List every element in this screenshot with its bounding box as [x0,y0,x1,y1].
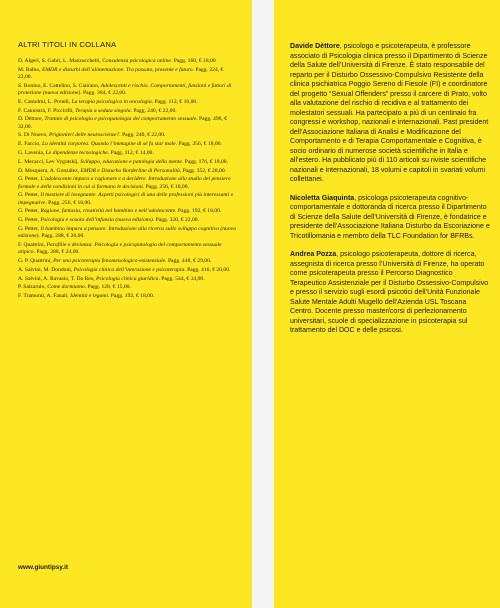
title-authors: G. P. Quattrini, [18,257,52,264]
title-entry: G. Petter, Psicologia e scuola dell’infanzia (nuova edizione). Pagg. 320, € 22,00. [18,217,199,224]
page-gutter [252,0,274,608]
title-authors: G. Lavenia, [18,149,45,156]
title-name: Sviluppo, educazione e patologia della mente [80,158,182,165]
title-authors: L. Mecacci, Lev Vygotskij. [18,158,79,165]
title-details: Pagg. 352, € 28,00. [182,167,227,174]
title-name: Identità e legami [70,293,108,300]
title-details: Pagg. 128, € 15,00. [87,284,131,291]
title-authors: D. Algeri, S. Gabri, L. Mazzucchelli, [18,58,101,64]
title-name: Psicologia clinica giuridica [95,275,159,282]
title-details: Pagg. 240, € 22,00. [122,132,166,139]
title-details: Pagg. 416, € 20,00. [187,266,231,273]
title-authors: A. Salvini, A. Ravasio, T. Da Ros, [18,275,95,282]
title-authors: E. Camolmi, L. Prendi, [18,98,71,105]
title-name: Psicologia clinica dell’interazione e psicoterapia [73,266,185,273]
series-heading: ALTRI TITOLI IN COLLANA [18,40,117,49]
title-entry: D. Algeri, S. Gabri, L. Mazzucchelli, Consulenza psicologica online. Pagg. 160, € 18,00 [18,58,216,64]
title-name: Consulenza psicologica online [102,58,171,64]
title-entry: F. Quattrini, Parafilie e devianza. Psicologia e psicopatologia del comportamento sessuale atipico. Pagg. 288, € 24,00. [18,241,222,256]
title-details: Pagg. 160, € 18,00 [173,58,216,64]
title-entry: S. Bonino, E. Cattelino, S. Ciairano, Adolescenti e rischio. Comportamenti, funzioni e fattori di protezione (nuova edizione). Pagg. 384, € 22,00. [18,82,232,96]
website-link[interactable]: www.giuntipsy.it [18,564,69,571]
title-authors: D. Mosquera, A. González, [18,167,80,174]
author-bio-text: , psicologo psicoterapeuta, dottore di ricerca, assegnista di ricerca presso l’Università di Firenze, ha operato come psicoterapeuta presso il Percorso Diagnostico Terapeutico Assistenziale per il Disturbo Ossessivo-Compulsivo e presso il servizio sugli esordi psicotici dell’Unità Funzionale Salute Mentale Adulti Mugello dell’Azienda USL Toscana Centro. Docente presso master/corsi di perfezionamento universitari, scuole di specializzazione in psicoterapia sul trattamento del DOC e delle psicosi. [290,251,489,334]
title-entry: G. Petter, Ragione, fantasia, creatività nel bambino e nell’adolescente. Pagg. 192, € 18,00. [18,208,222,215]
title-authors: P. Salzarulo, [18,284,46,291]
title-details: Pagg. 544, € 34,00. [161,275,205,282]
title-name: Terapia a seduta singola [75,107,131,114]
title-entry: F. Tramonti, A. Fanali, Identità e legami. Pagg. 192, € 18,00. [18,293,155,300]
title-name: Psicologia e scuola dell’infanzia (nuova edizione) [40,217,153,224]
title-authors: G. Petter, [18,225,40,232]
author-name: Nicoletta Giaquinta [290,194,355,202]
author-bio-text: , psicologo e psicoterapeuta, è professore associato di Psicologia clinica presso il Dipartimento di Scienze della Salute dell’Università di Firenze. È stato responsabile del reparto per il Disturbo Ossessivo-Compulsivo Resistente della clinica psichiatrica Poggio Sereno di Fiesole (FI) e coordinatore del progetto “Sexual Offenders” presso il carcere di Prato, volto alla valutazione del rischio di recidiva e al trattamento dei molestatori sessuali. Ha partecipato a più di un centinaio fra congressi e workshop, nazionali e internazionali. Past president dell’Associazione Italiana di Analisi e Modificazione del Comportamento e di Terapia Comportamentale e Cognitiva, è socio ordinario di numerose società scientifiche in Italia e all’estero. Ha pubblicato più di 110 articoli su riviste scientifiche nazionali e internazionali, 18 volumi e capitoli in svariati volumi collettanei. [290,43,489,183]
title-entry: G. Petter, L’adolescente impara a ragionare e a decidere. Introduzione allo studio del pensiero formale e delle condizioni in cui si formano le decisioni. Pagg. 256, € 18,00. [18,176,231,190]
title-entry: E. Camolmi, L. Prendi, La terapia psicologica in oncologia. Pagg. 112, € 16,00. [18,98,198,105]
author-bio [290,194,490,242]
title-entry: D. Dèttore, Trattato di psicologia e psicopatologia del comportamento sessuale. Pagg. 496, € 32,00. [18,116,227,130]
title-details: Pagg. 384, € 22,00. [83,90,127,96]
title-name: La terapia psicologica in oncologia [71,98,152,105]
title-authors: G. Petter, [18,208,40,215]
title-name: Ragione, fantasia, creatività nel bambino e nell’adolescente [40,208,176,215]
author-name: Andrea Pozza [290,251,337,258]
title-name: Il mestiere di insegnante. Aspetti psicologici di una delle professioni più interessanti e impegnative [18,192,234,206]
title-authors: E. Faccio, [18,141,41,148]
title-authors: F. Quattrini, [18,241,46,248]
right-page [274,0,500,608]
title-entry: G. Petter, Il bambino impara a pensare. Introduzione alla ricerca sullo sviluppo cognitivo (nuova edizione). Pagg. 288, € 26,00. [18,225,236,240]
author-bios [290,42,490,336]
title-entry: L. Mecacci, Lev Vygotskij. Sviluppo, educazione e patologia della mente. Pagg. 176, € 18,00. [18,158,228,165]
title-details: Pagg. 288, € 24,00. [36,249,80,256]
title-authors: A. Salvini, M. Dondoni, [18,266,73,273]
title-details: Pagg. 240, € 22,00. [133,107,177,114]
title-details: Pagg. 320, € 22,00. [155,217,199,224]
title-list [18,58,238,300]
title-entry: A. Salvini, A. Ravasio, T. Da Ros, Psicologia clinica giuridica. Pagg. 544, € 34,00. [18,275,205,282]
title-name: EMDR e disturbi dell’alimentazione. Tra passato, presente e futuro [41,66,193,73]
title-entry: G. Petter, Il mestiere di insegnante. Aspetti psicologici di una delle professioni più interessanti e impegnative. Pagg. 256, € 18,00. [18,192,234,206]
title-authors: G. Petter, [18,192,40,199]
title-details: Pagg. 496, € 32,00. [18,116,227,130]
title-entry: F. Cannistrà, F. Piccirilli, Terapia a seduta singola. Pagg. 240, € 22,00. [18,107,177,114]
title-authors: S. Di Nuovo, [18,132,48,139]
title-details: Pagg. 256, € 18,00. [178,141,222,148]
title-entry: G. P. Quattrini, Per una psicoterapia fenomenologico-esistenziale. Pagg. 448, € 29,00. [18,257,212,264]
title-details: Pagg. 448, € 29,00. [167,257,212,264]
title-details: Pagg. 224, € 22,00. [18,66,224,80]
title-entry: M. Balbo, EMDR e disturbi dell’alimentazione. Tra passato, presente e futuro. Pagg. 224, € 22,00. [18,66,224,80]
title-details: Pagg. 288, € 26,00. [41,233,85,240]
title-details: Pagg. 192, € 18,00. [110,293,155,300]
title-name: EMDR e Disturbo Borderline di Personalità [80,167,180,174]
title-name: Prigionieri delle neuroscienze? [48,132,120,139]
title-entry: S. Di Nuovo, Prigionieri delle neuroscienze?. Pagg. 240, € 22,00. [18,132,166,139]
author-bio-text: , psicologa psicoterapeuta cognitivo-comportamentale e dottoranda di ricerca presso il Dipartimento di Scienze della Salute dell’Università di Firenze, è fondatrice e presidente dell’Associazione Italiana Disturbo da Escoriazione e Tricotillomania e membro della TLC Foundation for BFRBs. [290,194,490,240]
title-authors: G. Petter, [18,217,40,224]
title-authors: F. Cannistrà, F. Piccirilli, [18,107,74,114]
title-name: Per una psicoterapia fenomenologico-esistenziale [53,257,166,264]
title-authors: S. Bonino, E. Cattelino, S. Ciairano, [18,82,100,89]
title-name: Parafilie e devianza. Psicologia e psicopatologia del comportamento sessuale atipico [18,241,222,256]
title-name: Adolescenti e rischio. Comportamenti, funzioni e fattori di protezione (nuova edizione) [18,82,232,96]
title-name: La identità corporea. Quando l’immagine di sé fa star male [41,141,176,148]
title-authors: F. Tramonti, A. Fanali, [18,293,69,300]
title-details: Pagg. 176, € 18,00. [184,158,228,165]
title-entry: E. Faccio, La identità corporea. Quando l’immagine di sé fa star male. Pagg. 256, € 18,00. [18,141,222,148]
title-authors: M. Balbo, [18,66,41,73]
title-details: Pagg. 256, € 18,00. [145,183,189,190]
title-name: L’adolescente impara a ragionare e a decidere. Introduzione allo studio del pensiero formale e delle condizioni in cui si formano le decisioni [18,176,231,190]
title-authors: G. Petter, [18,176,40,183]
title-entry: D. Mosquera, A. González, EMDR e Disturbo Borderline di Personalità. Pagg. 352, € 28,00. [18,167,227,174]
title-entry: A. Salvini, M. Dondoni, Psicologia clinica dell’interazione e psicoterapia. Pagg. 416, € 20,00. [18,266,231,273]
author-bio [290,250,490,336]
title-entry: P. Salzarulo, Come dormiamo. Pagg. 128, € 15,00. [18,284,131,291]
author-bio [290,42,490,185]
title-details: Pagg. 112, € 14,00. [110,149,154,156]
title-name: Le dipendenze tecnologiche [45,149,108,156]
title-entry: G. Lavenia, Le dipendenze tecnologiche. Pagg. 112, € 14,00. [18,149,154,156]
title-name: Trattato di psicologia e psicopatologia del comportamento sessuale [44,116,197,123]
title-authors: D. Dèttore, [18,116,44,123]
title-details: Pagg. 192, € 18,00. [177,208,222,215]
title-details: Pagg. 256, € 18,00. [48,199,92,206]
title-details: Pagg. 112, € 16,00. [154,98,198,105]
title-name: Il bambino impara a pensare. Introduzione alla ricerca sullo sviluppo cognitivo (nuova edizione) [18,225,236,240]
author-name: Davide Dèttore [290,43,340,50]
title-name: Come dormiamo [47,284,85,291]
